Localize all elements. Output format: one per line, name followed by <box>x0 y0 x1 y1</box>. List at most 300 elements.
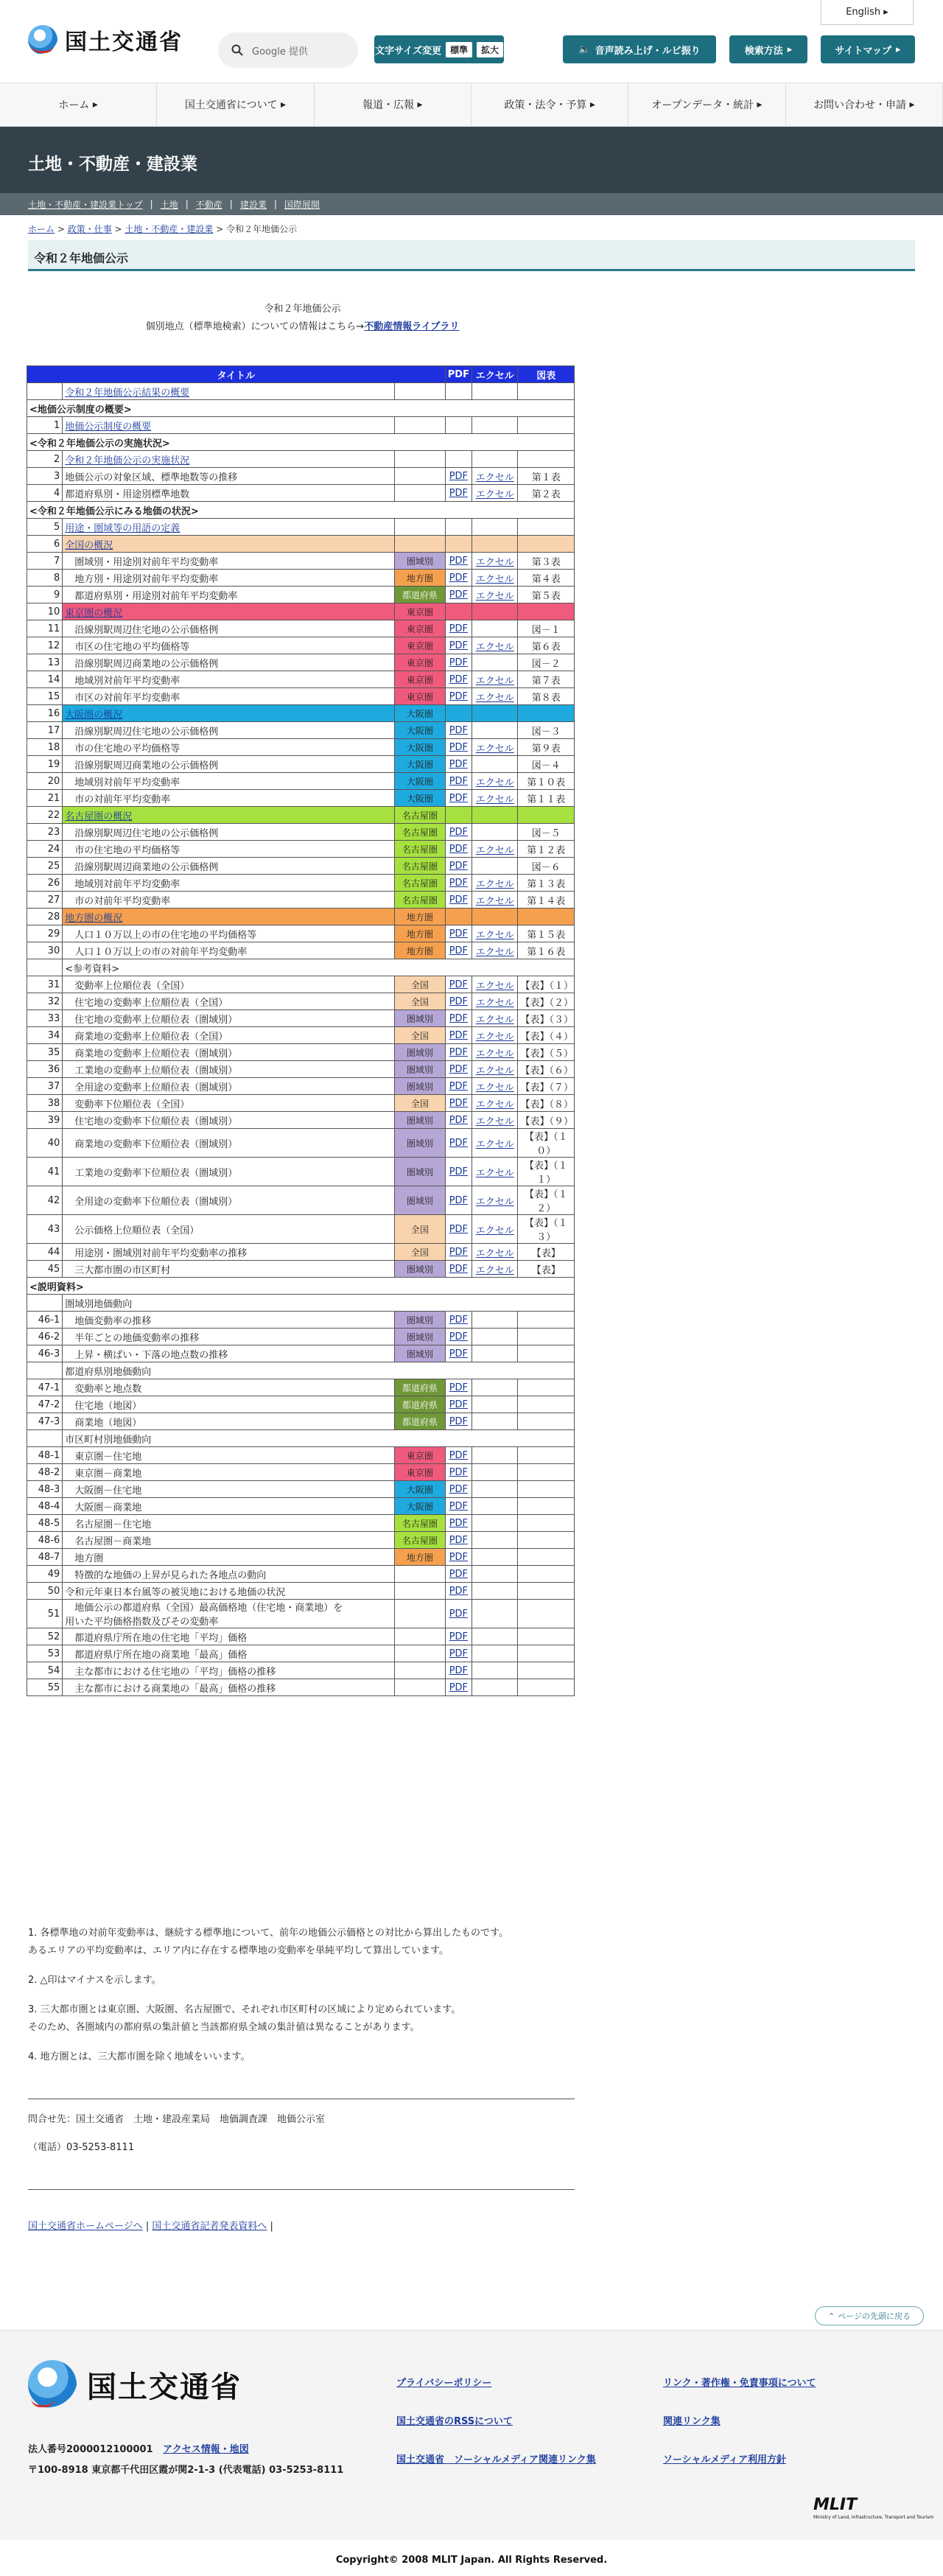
search-method-button[interactable]: 検索方法 ▸ <box>729 35 807 63</box>
nav-about[interactable]: 国土交通省について ▸ <box>157 83 314 126</box>
pdf-cell <box>445 1515 472 1532</box>
figure-label: 【表】（２） <box>518 993 575 1010</box>
region-category: 東京圏 <box>395 671 445 688</box>
bottom-links: 国土交通省ホームページへ | 国土交通省記者発表資料へ | <box>28 2221 273 2232</box>
subnav-top[interactable]: 土地・不動産・建設業トップ <box>28 199 143 210</box>
subnav-realestate[interactable]: 不動産 <box>195 199 222 210</box>
excel-link[interactable]: エクセル <box>475 878 514 890</box>
voice-reading-button[interactable]: 🔈 音声読み上げ・ルビ振り <box>563 35 716 63</box>
subnav-intl[interactable]: 国際展開 <box>284 199 320 210</box>
pdf-link[interactable]: PDF <box>449 1314 469 1326</box>
nav-policy[interactable]: 政策・法令・予算 ▸ <box>472 83 628 126</box>
row-title: 地価変動率の推移 <box>63 1312 395 1329</box>
crumb-land[interactable]: 土地・不動産・建設業 <box>125 224 214 234</box>
region-category: 名古屋圏 <box>395 875 445 892</box>
row-number: 48-5 <box>27 1515 63 1532</box>
pdf-link[interactable]: PDF <box>449 487 469 499</box>
figure-label <box>518 519 575 536</box>
social-policy-link[interactable]: ソーシャルメディア利用方針 <box>663 2454 787 2465</box>
excel-link[interactable]: エクセル <box>475 1196 514 1208</box>
pdf-link[interactable]: PDF <box>449 843 469 855</box>
pdf-cell <box>445 1095 472 1112</box>
pdf-cell <box>445 570 472 587</box>
pdf-cell <box>445 756 472 773</box>
row-number: 40 <box>27 1129 63 1158</box>
excel-link[interactable]: エクセル <box>475 777 514 788</box>
site-logo[interactable]: 国土交通省 <box>28 24 183 56</box>
copyright-link[interactable]: リンク・著作権・免責事項について <box>663 2378 816 2389</box>
nav-contact[interactable]: お問い合わせ・申請 ▸ <box>786 83 943 126</box>
copyright: Copyright© 2008 MLIT Japan. All Rights Reserved. <box>0 2540 943 2576</box>
figure-label: 【表】（８） <box>518 1095 575 1112</box>
excel-link[interactable]: エクセル <box>475 472 514 483</box>
pdf-link[interactable]: PDF <box>449 724 469 736</box>
figure-label: 【表】（３） <box>518 1010 575 1027</box>
region-category: 圏域別 <box>395 553 445 570</box>
row-number: 19 <box>27 756 63 773</box>
region-category: 地方圏 <box>395 942 445 959</box>
region-category: 圏域別 <box>395 1329 445 1345</box>
pdf-link[interactable]: PDF <box>449 979 469 990</box>
row-title: 主な都市における商業地の「最高」価格の推移 <box>63 1679 395 1696</box>
table-row <box>27 654 575 671</box>
pdf-link[interactable]: PDF <box>449 1063 469 1075</box>
table-header: PDF <box>445 366 472 383</box>
row-number: 16 <box>27 705 63 722</box>
row-number: 51 <box>27 1600 63 1628</box>
title-link[interactable]: 令和２年地価公示結果の概要 <box>65 387 190 399</box>
pdf-link[interactable]: PDF <box>449 928 469 939</box>
excel-link[interactable]: エクセル <box>475 929 514 941</box>
excel-link[interactable]: エクセル <box>475 1264 514 1276</box>
figure-label <box>518 1481 575 1498</box>
pdf-link[interactable]: PDF <box>449 741 469 753</box>
row-number: 46-1 <box>27 1312 63 1329</box>
pdf-link[interactable]: PDF <box>449 1137 469 1149</box>
excel-cell <box>472 451 518 468</box>
pdf-cell <box>445 1645 472 1662</box>
pdf-link[interactable]: PDF <box>449 1449 469 1461</box>
excel-link[interactable]: エクセル <box>475 1116 514 1127</box>
table-row <box>27 1532 575 1549</box>
table-row <box>27 993 575 1010</box>
pdf-link[interactable]: PDF <box>449 1097 469 1109</box>
related-links-link[interactable]: 関連リンク集 <box>663 2416 721 2427</box>
pdf-link[interactable]: PDF <box>449 1166 469 1177</box>
region-category: 圏域別 <box>395 1061 445 1078</box>
row-title: 商業地（地図） <box>63 1413 395 1430</box>
title-link[interactable]: 全国の概況 <box>65 539 113 551</box>
pdf-cell <box>445 1078 472 1095</box>
figure-label: 【表】 <box>518 1261 575 1278</box>
table-row <box>27 434 575 451</box>
row-title: 三大都市圏の市区町村 <box>63 1261 395 1278</box>
region-category: 地方圏 <box>395 1549 445 1566</box>
table-row <box>27 705 575 722</box>
row-title: 商業地の変動率上位順位表（圏域別） <box>63 1044 395 1061</box>
excel-link[interactable]: エクセル <box>475 1048 514 1060</box>
title-link[interactable]: 用途・圏域等の用語の定義 <box>65 522 180 534</box>
excel-cell <box>472 1583 518 1600</box>
pdf-link[interactable]: PDF <box>449 1551 469 1563</box>
row-number: 10 <box>27 603 63 620</box>
table-row <box>27 553 575 570</box>
figure-label: 【表】 <box>518 1244 575 1261</box>
pdf-cell <box>445 1498 472 1515</box>
excel-cell <box>472 773 518 790</box>
back-to-top-button[interactable]: ⌃ ページの先頭に戻る <box>815 2306 924 2325</box>
realestate-library-link[interactable]: 不動産情報ライブラリ <box>364 321 460 332</box>
nav-home[interactable]: ホーム ▸ <box>0 83 157 126</box>
sitemap-button[interactable]: サイトマップ ▸ <box>821 35 915 63</box>
table-cell <box>445 807 472 824</box>
pdf-link[interactable]: PDF <box>449 1585 469 1597</box>
nav-press[interactable]: 報道・広報 ▸ <box>315 83 472 126</box>
pdf-link[interactable]: PDF <box>449 690 469 702</box>
excel-cell <box>472 1112 518 1129</box>
figure-label <box>518 451 575 468</box>
excel-cell <box>472 1061 518 1078</box>
pdf-link[interactable]: PDF <box>449 1608 469 1620</box>
excel-cell <box>472 1464 518 1481</box>
excel-cell <box>472 739 518 756</box>
row-title <box>63 417 395 434</box>
pdf-link[interactable]: PDF <box>449 1665 469 1676</box>
pdf-link[interactable]: PDF <box>449 1534 469 1546</box>
excel-link[interactable]: エクセル <box>475 743 514 755</box>
search-input[interactable]: Google 提供 <box>218 32 358 68</box>
pdf-link[interactable]: PDF <box>449 894 469 906</box>
pdf-link[interactable]: PDF <box>449 995 469 1007</box>
row-title: 市の住宅地の平均価格等 <box>63 739 395 756</box>
pdf-link[interactable]: PDF <box>449 1415 469 1427</box>
pdf-cell <box>445 1010 472 1027</box>
row-number: 48-3 <box>27 1481 63 1498</box>
pdf-link[interactable]: PDF <box>449 1012 469 1024</box>
figure-label: 第１３表 <box>518 875 575 892</box>
excel-cell <box>472 620 518 637</box>
row-number: 14 <box>27 671 63 688</box>
pdf-cell <box>445 1396 472 1413</box>
footer-logo[interactable]: 国土交通省 <box>28 2360 242 2409</box>
pdf-cell <box>445 722 472 739</box>
figure-label: 図－１ <box>518 620 575 637</box>
excel-cell <box>472 1078 518 1095</box>
pdf-link[interactable]: PDF <box>449 1483 469 1495</box>
excel-cell <box>472 637 518 654</box>
pdf-link[interactable]: PDF <box>449 1080 469 1092</box>
pdf-link[interactable]: PDF <box>449 1263 469 1275</box>
figure-label <box>518 1312 575 1329</box>
region-category <box>395 1645 445 1662</box>
table-header: エクセル <box>472 366 518 383</box>
english-link[interactable]: English ▸ <box>821 0 914 25</box>
pdf-link[interactable]: PDF <box>449 1194 469 1206</box>
region-category: 都道府県 <box>395 1379 445 1396</box>
mlit-logo-icon <box>28 2360 77 2409</box>
pdf-link[interactable]: PDF <box>449 572 469 584</box>
figure-label: 第１６表 <box>518 942 575 959</box>
row-number: 52 <box>27 1628 63 1645</box>
pdf-cell <box>445 1027 472 1044</box>
pdf-link[interactable]: PDF <box>449 1399 469 1410</box>
pdf-link[interactable]: PDF <box>449 1246 469 1258</box>
pdf-cell <box>445 1481 472 1498</box>
figure-label: 【表】（６） <box>518 1061 575 1078</box>
excel-link[interactable]: エクセル <box>475 844 514 856</box>
excel-cell <box>472 1515 518 1532</box>
row-title: 市の住宅地の平均価格等 <box>63 841 395 858</box>
pdf-cell <box>445 841 472 858</box>
table-cell <box>472 807 518 824</box>
excel-cell <box>472 875 518 892</box>
row-title: 都道府県別・用途別標準地数 <box>63 485 395 502</box>
table-row <box>27 875 575 892</box>
table-row <box>27 536 575 553</box>
title-link[interactable]: 地方圏の概況 <box>65 912 123 924</box>
row-title: 東京圏－住宅地 <box>63 1447 395 1464</box>
row-number: 29 <box>27 925 63 942</box>
row-number: 26 <box>27 875 63 892</box>
pdf-link[interactable]: PDF <box>449 657 469 668</box>
row-title <box>63 536 395 553</box>
pdf-cell <box>445 824 472 841</box>
title-link[interactable]: 令和２年地価公示の実施状況 <box>65 455 190 466</box>
figure-label <box>518 383 575 400</box>
pdf-link[interactable]: PDF <box>449 1223 469 1235</box>
table-row <box>27 1498 575 1515</box>
row-title: 全用途の変動率上位順位表（圏域別） <box>63 1078 395 1095</box>
breadcrumb: ホーム > 政策・仕事 > 土地・不動産・建設業 > 令和２年地価公示 <box>28 224 298 234</box>
figure-label: 【表】（９） <box>518 1112 575 1129</box>
pdf-link[interactable]: PDF <box>449 758 469 770</box>
pdf-link[interactable]: PDF <box>449 945 469 956</box>
pdf-link[interactable]: PDF <box>449 673 469 685</box>
pdf-link[interactable]: PDF <box>449 470 469 482</box>
excel-link[interactable]: エクセル <box>475 997 514 1009</box>
table-row <box>27 1295 575 1312</box>
excel-cell <box>472 1662 518 1679</box>
row-title: 地方別・用途別対前年平均変動率 <box>63 570 395 587</box>
pdf-link[interactable]: PDF <box>449 792 469 804</box>
region-category: 名古屋圏 <box>395 892 445 909</box>
social-links-link[interactable]: 国土交通省 ソーシャルメディア関連リンク集 <box>396 2454 596 2465</box>
pdf-link[interactable]: PDF <box>449 1331 469 1343</box>
excel-link[interactable]: エクセル <box>475 489 514 500</box>
table-row <box>27 1464 575 1481</box>
table-cell <box>472 705 518 722</box>
excel-link[interactable]: エクセル <box>475 1167 514 1179</box>
table-cell <box>518 807 575 824</box>
figure-label: 第１０表 <box>518 773 575 790</box>
table-row <box>27 1679 575 1696</box>
table-row <box>27 1447 575 1464</box>
excel-link[interactable]: エクセル <box>475 556 514 568</box>
table-row <box>27 1549 575 1566</box>
excel-cell <box>472 1413 518 1430</box>
pdf-link[interactable]: PDF <box>449 1500 469 1512</box>
table-row <box>27 1481 575 1498</box>
excel-link[interactable]: エクセル <box>475 1138 514 1150</box>
table-row <box>27 417 575 434</box>
excel-cell <box>472 1044 518 1061</box>
region-category: 圏域別 <box>395 1010 445 1027</box>
excel-link[interactable]: エクセル <box>475 1014 514 1026</box>
row-title: 地方圏 <box>63 1549 395 1566</box>
title-link[interactable]: 地価公示制度の概要 <box>65 421 152 433</box>
table-row <box>27 1215 575 1244</box>
title-link[interactable]: 大阪圏の概況 <box>65 709 123 721</box>
table-row <box>27 824 575 841</box>
figure-label <box>518 1396 575 1413</box>
region-category: 大阪圏 <box>395 790 445 807</box>
pdf-link[interactable]: PDF <box>449 589 469 601</box>
pdf-cell <box>445 1532 472 1549</box>
page-title: 令和２年地価公示 <box>28 240 915 271</box>
table-cell <box>445 705 472 722</box>
pdf-link[interactable]: PDF <box>449 1114 469 1126</box>
table-row <box>27 400 575 417</box>
table-row <box>27 570 575 587</box>
excel-link[interactable]: エクセル <box>475 1031 514 1043</box>
nav-opendata[interactable]: オープンデータ・統計 ▸ <box>628 83 785 126</box>
press-release-link[interactable]: 国土交通省記者発表資料へ <box>152 2221 267 2232</box>
global-nav <box>0 83 943 127</box>
title-link[interactable]: 名古屋圏の概況 <box>65 811 133 822</box>
region-category: 東京圏 <box>395 688 445 705</box>
row-number <box>27 383 63 400</box>
excel-link[interactable]: エクセル <box>475 1099 514 1110</box>
pdf-link[interactable]: PDF <box>449 1029 469 1041</box>
pdf-link[interactable]: PDF <box>449 1348 469 1359</box>
pdf-link[interactable]: PDF <box>449 1382 469 1393</box>
excel-link[interactable]: エクセル <box>475 641 514 653</box>
figure-label <box>518 1379 575 1396</box>
table-row <box>27 620 575 637</box>
subnav-construction[interactable]: 建設業 <box>239 199 267 210</box>
row-title: 地域別対前年平均変動率 <box>63 773 395 790</box>
figure-label: 第２表 <box>518 485 575 502</box>
pdf-link[interactable]: PDF <box>449 826 469 838</box>
pdf-link[interactable]: PDF <box>449 775 469 787</box>
pdf-cell <box>445 892 472 909</box>
table-row <box>27 1645 575 1662</box>
pdf-link[interactable]: PDF <box>449 640 469 651</box>
pdf-link[interactable]: PDF <box>449 1648 469 1659</box>
region-category: 大阪圏 <box>395 773 445 790</box>
figure-label <box>518 1464 575 1481</box>
excel-cell <box>472 1312 518 1329</box>
excel-link[interactable]: エクセル <box>475 590 514 602</box>
pdf-cell <box>445 1129 472 1158</box>
row-number: 33 <box>27 1010 63 1027</box>
row-number: 15 <box>27 688 63 705</box>
region-category <box>395 1583 445 1600</box>
region-category: 圏域別 <box>395 1261 445 1278</box>
pdf-link[interactable]: PDF <box>449 877 469 889</box>
pdf-link[interactable]: PDF <box>449 623 469 634</box>
table-row <box>27 1095 575 1112</box>
excel-cell <box>472 942 518 959</box>
crumb-policy[interactable]: 政策・仕事 <box>67 224 112 234</box>
subsection-label: 圏域別地価動向 <box>63 1295 575 1312</box>
region-category: 東京圏 <box>395 1464 445 1481</box>
table-cell <box>472 909 518 925</box>
excel-link[interactable]: エクセル <box>475 946 514 958</box>
row-number: 21 <box>27 790 63 807</box>
row-title: 市区の対前年平均変動率 <box>63 688 395 705</box>
excel-link[interactable]: エクセル <box>475 895 514 907</box>
table-cell <box>27 1295 63 1312</box>
excel-link[interactable]: エクセル <box>475 1247 514 1259</box>
row-title: 沿線別駅周辺商業地の公示価格例 <box>63 654 395 671</box>
text-size-large-button[interactable]: 拡大 <box>477 42 503 57</box>
pdf-link[interactable]: PDF <box>449 1568 469 1580</box>
excel-link[interactable]: エクセル <box>475 1082 514 1093</box>
pdf-link[interactable]: PDF <box>449 1681 469 1693</box>
region-category: 都道府県 <box>395 1396 445 1413</box>
table-row <box>27 1186 575 1215</box>
section-header: <説明資料> <box>27 1278 575 1295</box>
pdf-link[interactable]: PDF <box>449 555 469 567</box>
row-number: 54 <box>27 1662 63 1679</box>
row-title: 地価公示の都道府県（全国）最高価格地（住宅地・商業地）を 用いた平均価格指数及びその変動率 <box>63 1600 395 1628</box>
excel-cell <box>472 892 518 909</box>
region-category: 全国 <box>395 993 445 1010</box>
excel-link[interactable]: エクセル <box>475 980 514 992</box>
row-title: 住宅地の変動率上位順位表（全国） <box>63 993 395 1010</box>
row-number: 23 <box>27 824 63 841</box>
excel-link[interactable]: エクセル <box>475 692 514 704</box>
site-footer: 国土交通省 法人番号2000012100001 アクセス情報・地図 〒100-8918 東京都千代田区霞が関2-1-3 (代表電話) 03-5253-8111 プライバシーポリシー 国土交通省のRSSについて 国土交通省 ソーシャルメディア関連リンク集 リンク・著作権・免責事項について 関連リンク集 ソーシャルメディア利用方針 MLIT Ministry of Land, Infrastructure, Transport and Tourism Copyright© 2008 MLIT Japan. All Rights Reserved. <box>0 2330 943 2575</box>
row-number: 36 <box>27 1061 63 1078</box>
title-link[interactable]: 東京圏の概況 <box>65 607 123 619</box>
pdf-link[interactable]: PDF <box>449 1631 469 1642</box>
access-link[interactable]: アクセス情報・地図 <box>163 2444 249 2455</box>
pdf-cell <box>445 1379 472 1396</box>
pdf-cell <box>445 383 472 400</box>
pdf-cell <box>445 1044 472 1061</box>
speaker-icon: 🔈 <box>578 43 591 55</box>
privacy-link[interactable]: プライバシーポリシー <box>396 2378 492 2389</box>
row-title: 名古屋圏－商業地 <box>63 1532 395 1549</box>
pdf-link[interactable]: PDF <box>449 1517 469 1529</box>
figure-label <box>518 1583 575 1600</box>
excel-cell <box>472 468 518 485</box>
row-title: 沿線別駅周辺住宅地の公示価格例 <box>63 824 395 841</box>
crumb-home[interactable]: ホーム <box>28 224 55 234</box>
table-cell <box>27 1430 63 1447</box>
excel-cell <box>472 1396 518 1413</box>
pdf-link[interactable]: PDF <box>449 860 469 872</box>
excel-link[interactable]: エクセル <box>475 1225 514 1236</box>
table-header: 図表 <box>518 366 575 383</box>
rss-link[interactable]: 国土交通省のRSSについて <box>396 2416 513 2427</box>
mlit-home-link[interactable]: 国土交通省ホームページへ <box>28 2221 143 2232</box>
figure-label <box>518 417 575 434</box>
excel-link[interactable]: エクセル <box>475 675 514 687</box>
pdf-link[interactable]: PDF <box>449 1466 469 1478</box>
text-size-standard-button[interactable]: 標準 <box>446 42 472 57</box>
region-category: 名古屋圏 <box>395 1532 445 1549</box>
excel-link[interactable]: エクセル <box>475 794 514 805</box>
excel-link[interactable]: エクセル <box>475 573 514 585</box>
region-category: 圏域別 <box>395 1044 445 1061</box>
subnav-land[interactable]: 土地 <box>160 199 178 210</box>
excel-link[interactable]: エクセル <box>475 1065 514 1077</box>
intro: 令和２年地価公示 個別地点（標準地検索）についての情報はこちら→不動産情報ライブラリ <box>145 304 460 332</box>
pdf-link[interactable]: PDF <box>449 1046 469 1058</box>
